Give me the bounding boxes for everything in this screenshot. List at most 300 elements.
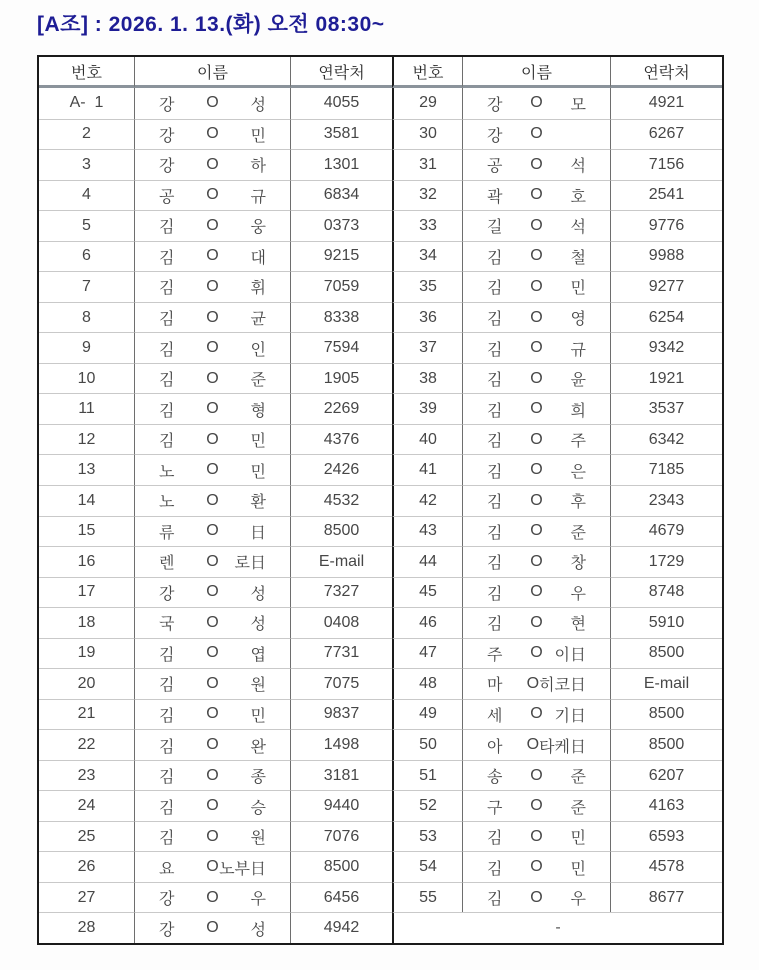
row-number-cell: 22 — [39, 729, 134, 760]
contact-cell: 8677 — [610, 882, 722, 913]
name-part: 김 — [487, 891, 503, 909]
col-header-name-right: 이름 — [462, 57, 610, 88]
name-mask: O — [206, 186, 219, 204]
contact-cell: 3537 — [610, 393, 722, 424]
name-part: 김 — [159, 249, 175, 267]
name-part: 노 — [159, 494, 175, 512]
name-cell — [134, 668, 290, 699]
name-part: 강 — [159, 585, 175, 603]
name-part: 김 — [487, 616, 503, 634]
contact-cell: E-mail — [290, 546, 392, 577]
name-cell — [134, 332, 290, 363]
name-cell — [462, 821, 610, 852]
name-part: 김 — [159, 769, 175, 787]
contact-cell: 4921 — [610, 88, 722, 119]
name-part: 김 — [487, 402, 503, 420]
row-number-cell: 23 — [39, 760, 134, 791]
row-number-cell: 53 — [392, 821, 462, 852]
row-number-cell: 18 — [39, 607, 134, 638]
name-part: 김 — [159, 372, 175, 390]
name-cell — [134, 638, 290, 669]
name-mask: O — [530, 583, 543, 601]
name-cell — [134, 271, 290, 302]
contact-cell: 1301 — [290, 149, 392, 180]
name-mask: O — [530, 552, 543, 570]
row-number-cell: 25 — [39, 821, 134, 852]
name-part: 김 — [159, 830, 175, 848]
name-part: 주 — [487, 646, 503, 664]
name-part: 김 — [487, 249, 503, 267]
name-cell — [134, 88, 290, 119]
page-title: [A조] : 2026. 1. 13.(화) 오전 08:30~ — [37, 13, 385, 36]
name-part: 석 — [570, 219, 586, 237]
name-cell — [462, 607, 610, 638]
contact-cell: E-mail — [610, 668, 722, 699]
contact-cell: 2343 — [610, 485, 722, 516]
name-part: 주 — [570, 433, 586, 451]
row-number-cell: 31 — [392, 149, 462, 180]
name-part: 타케日 — [539, 738, 586, 756]
name-part: 김 — [159, 280, 175, 298]
contact-cell: 1905 — [290, 363, 392, 394]
contact-cell: 8500 — [610, 638, 722, 669]
contact-cell: 7594 — [290, 332, 392, 363]
name-cell — [134, 699, 290, 730]
name-part: 성 — [250, 616, 266, 634]
name-part: 김 — [159, 738, 175, 756]
name-cell — [462, 119, 610, 150]
name-mask: O — [530, 430, 543, 448]
name-cell — [462, 149, 610, 180]
name-cell — [134, 546, 290, 577]
row-number-cell: 7 — [39, 271, 134, 302]
name-cell — [134, 393, 290, 424]
name-mask: O — [530, 888, 543, 906]
row-number-cell: 32 — [392, 180, 462, 211]
name-part: 현 — [570, 616, 586, 634]
name-part: 김 — [487, 585, 503, 603]
name-mask: O — [206, 644, 219, 662]
name-mask: O — [530, 613, 543, 631]
row-number-cell: 14 — [39, 485, 134, 516]
row-number-cell: 49 — [392, 699, 462, 730]
name-part: 렌 — [159, 555, 175, 573]
col-header-contact-left: 연락처 — [290, 57, 392, 88]
contact-cell: 9277 — [610, 271, 722, 302]
name-mask: O — [206, 94, 219, 112]
name-part: 성 — [250, 585, 266, 603]
name-cell — [134, 485, 290, 516]
name-mask: O — [530, 155, 543, 173]
col-header-no-right: 번호 — [392, 57, 462, 88]
row-number-cell: 54 — [392, 851, 462, 882]
contact-cell: 0408 — [290, 607, 392, 638]
name-cell — [134, 180, 290, 211]
name-part: 우 — [570, 585, 586, 603]
name-mask: O — [530, 400, 543, 418]
name-part: 김 — [487, 341, 503, 359]
row-number-cell: 47 — [392, 638, 462, 669]
name-part: 김 — [159, 402, 175, 420]
contact-cell: 5910 — [610, 607, 722, 638]
name-part: 강 — [159, 127, 175, 145]
row-number-cell: 41 — [392, 454, 462, 485]
row-number-cell: 55 — [392, 882, 462, 913]
name-part: 강 — [159, 158, 175, 176]
name-part: 노 — [159, 463, 175, 481]
name-mask: O — [206, 552, 219, 570]
name-part: 김 — [487, 463, 503, 481]
name-cell — [134, 454, 290, 485]
name-part: 준 — [250, 372, 266, 390]
name-mask: O — [530, 766, 543, 784]
footer-dash-cell: - — [392, 912, 722, 943]
row-number-cell: 28 — [39, 912, 134, 943]
name-cell — [134, 821, 290, 852]
col-header-name-left: 이름 — [134, 57, 290, 88]
contact-cell: 8500 — [290, 851, 392, 882]
contact-cell: 7327 — [290, 577, 392, 608]
row-number-cell: 33 — [392, 210, 462, 241]
name-part: 민 — [250, 433, 266, 451]
name-mask: O — [206, 613, 219, 631]
name-mask: O — [530, 797, 543, 815]
contact-cell: 6207 — [610, 760, 722, 791]
contact-cell: 7185 — [610, 454, 722, 485]
row-number-cell: 45 — [392, 577, 462, 608]
name-cell — [462, 241, 610, 272]
contact-cell: 9837 — [290, 699, 392, 730]
row-number-cell: 50 — [392, 729, 462, 760]
contact-cell: 6456 — [290, 882, 392, 913]
name-mask: O — [206, 308, 219, 326]
name-part: 김 — [159, 677, 175, 695]
contact-cell: 2269 — [290, 393, 392, 424]
name-cell — [462, 363, 610, 394]
name-mask: O — [206, 369, 219, 387]
name-mask: O — [206, 461, 219, 479]
name-mask: O — [530, 491, 543, 509]
name-mask: O — [206, 583, 219, 601]
name-cell — [134, 912, 290, 943]
contact-cell: 6342 — [610, 424, 722, 455]
name-cell — [462, 668, 610, 699]
name-mask: O — [206, 827, 219, 845]
name-mask: O — [530, 339, 543, 357]
name-mask: O — [206, 491, 219, 509]
contact-cell: 3181 — [290, 760, 392, 791]
name-mask: O — [206, 339, 219, 357]
row-number-cell: 8 — [39, 302, 134, 333]
name-mask: O — [206, 400, 219, 418]
roster-table — [37, 55, 724, 945]
row-number-cell: 35 — [392, 271, 462, 302]
contact-cell: 9988 — [610, 241, 722, 272]
name-part: 국 — [159, 616, 175, 634]
name-cell — [462, 760, 610, 791]
row-number-cell: 51 — [392, 760, 462, 791]
name-part: 윤 — [570, 372, 586, 390]
name-cell — [134, 149, 290, 180]
row-number-cell: 52 — [392, 790, 462, 821]
name-part: 김 — [487, 555, 503, 573]
name-cell — [462, 851, 610, 882]
row-number-cell: 26 — [39, 851, 134, 882]
name-part: 규 — [250, 188, 266, 206]
name-part: 성 — [250, 921, 266, 939]
name-part: 아 — [487, 738, 503, 756]
contact-cell: 9342 — [610, 332, 722, 363]
col-header-contact-right: 연락처 — [610, 57, 722, 88]
name-cell — [462, 424, 610, 455]
name-part: 준 — [570, 524, 586, 542]
name-part: 김 — [159, 219, 175, 237]
contact-cell: 9215 — [290, 241, 392, 272]
row-number-cell: 19 — [39, 638, 134, 669]
name-mask: O — [530, 247, 543, 265]
contact-cell: 9776 — [610, 210, 722, 241]
name-mask: O — [206, 919, 219, 937]
name-part: 균 — [250, 311, 266, 329]
name-cell — [462, 699, 610, 730]
name-cell — [462, 516, 610, 547]
contact-cell: 7059 — [290, 271, 392, 302]
name-part: 규 — [570, 341, 586, 359]
name-cell — [134, 241, 290, 272]
row-number-cell: 38 — [392, 363, 462, 394]
name-part: 민 — [250, 127, 266, 145]
row-number-cell: 42 — [392, 485, 462, 516]
name-part: 석 — [570, 158, 586, 176]
name-mask: O — [530, 186, 543, 204]
row-number-cell: 2 — [39, 119, 134, 150]
name-part: 승 — [250, 799, 266, 817]
name-part: 강 — [487, 96, 503, 114]
name-part: 우 — [570, 891, 586, 909]
contact-cell: 4163 — [610, 790, 722, 821]
name-cell — [134, 302, 290, 333]
name-mask: O — [530, 369, 543, 387]
contact-cell: 0373 — [290, 210, 392, 241]
name-cell — [462, 271, 610, 302]
name-part: 日 — [249, 524, 266, 542]
name-part: 영 — [570, 311, 586, 329]
name-part: 강 — [487, 127, 503, 145]
name-cell — [134, 119, 290, 150]
name-cell — [462, 332, 610, 363]
name-mask: O — [530, 308, 543, 326]
name-mask: O — [530, 858, 543, 876]
name-part: 민 — [570, 280, 586, 298]
name-part: 민 — [570, 830, 586, 848]
name-cell — [462, 393, 610, 424]
name-part: 히코日 — [539, 677, 586, 695]
contact-cell: 6254 — [610, 302, 722, 333]
name-cell — [462, 180, 610, 211]
name-mask: O — [206, 155, 219, 173]
name-mask: O — [530, 522, 543, 540]
row-number-cell: 13 — [39, 454, 134, 485]
name-part: 김 — [487, 433, 503, 451]
name-part: 완 — [250, 738, 266, 756]
name-cell — [134, 607, 290, 638]
name-part: 노부日 — [219, 860, 266, 878]
row-number-cell: 24 — [39, 790, 134, 821]
name-cell — [462, 302, 610, 333]
name-part: 김 — [487, 311, 503, 329]
name-part: 종 — [250, 769, 266, 787]
name-part: 형 — [250, 402, 266, 420]
name-mask: O — [530, 125, 543, 143]
name-cell — [134, 729, 290, 760]
name-mask: O — [206, 216, 219, 234]
row-number-cell: 34 — [392, 241, 462, 272]
name-part: 준 — [570, 769, 586, 787]
name-part: 강 — [159, 891, 175, 909]
name-mask: O — [206, 736, 219, 754]
name-cell — [462, 546, 610, 577]
name-cell — [134, 577, 290, 608]
name-mask: O — [206, 430, 219, 448]
col-header-no-left: 번호 — [39, 57, 134, 88]
name-part: 강 — [159, 921, 175, 939]
name-part: 은 — [570, 463, 586, 481]
name-part: 로日 — [234, 555, 266, 573]
name-cell — [462, 729, 610, 760]
name-part: 준 — [570, 799, 586, 817]
row-number-cell: 6 — [39, 241, 134, 272]
name-mask: O — [530, 705, 543, 723]
name-part: 류 — [159, 524, 175, 542]
name-part: 창 — [570, 555, 586, 573]
name-cell — [134, 760, 290, 791]
row-number-cell: 20 — [39, 668, 134, 699]
name-cell — [462, 454, 610, 485]
name-mask: O — [530, 827, 543, 845]
row-number-cell: 30 — [392, 119, 462, 150]
row-number-cell: A- 1 — [69, 94, 104, 112]
name-mask: O — [530, 94, 543, 112]
contact-cell: 3581 — [290, 119, 392, 150]
name-part: 민 — [250, 707, 266, 725]
contact-cell: 4679 — [610, 516, 722, 547]
name-part: 강 — [159, 96, 175, 114]
row-number-cell: 37 — [392, 332, 462, 363]
name-part: 성 — [250, 96, 266, 114]
name-mask: O — [206, 888, 219, 906]
name-part: 김 — [159, 799, 175, 817]
name-part: 휘 — [250, 280, 266, 298]
row-number-cell: 43 — [392, 516, 462, 547]
contact-cell: 4578 — [610, 851, 722, 882]
name-mask: O — [530, 461, 543, 479]
name-part: 김 — [487, 372, 503, 390]
contact-cell: 8748 — [610, 577, 722, 608]
name-part: 송 — [487, 769, 503, 787]
row-number-cell: 39 — [392, 393, 462, 424]
contact-cell: 8500 — [610, 729, 722, 760]
row-number-cell: 27 — [39, 882, 134, 913]
name-part: 공 — [487, 158, 503, 176]
name-cell — [462, 790, 610, 821]
contact-cell: 6593 — [610, 821, 722, 852]
name-part: 김 — [487, 524, 503, 542]
name-mask: O — [206, 858, 219, 876]
name-cell — [134, 424, 290, 455]
contact-cell: 7731 — [290, 638, 392, 669]
name-cell — [134, 882, 290, 913]
row-number-cell: 44 — [392, 546, 462, 577]
name-part: 하 — [250, 158, 266, 176]
contact-cell: 6267 — [610, 119, 722, 150]
name-cell — [134, 851, 290, 882]
name-part: 웅 — [250, 219, 266, 237]
contact-cell: 7156 — [610, 149, 722, 180]
name-mask: O — [206, 705, 219, 723]
name-part: 김 — [159, 433, 175, 451]
name-cell — [462, 638, 610, 669]
row-number-cell: 4 — [39, 180, 134, 211]
row-number-cell: 29 — [392, 88, 462, 119]
name-cell — [134, 516, 290, 547]
row-number-cell: 48 — [392, 668, 462, 699]
contact-cell: 4532 — [290, 485, 392, 516]
row-number-cell: 17 — [39, 577, 134, 608]
name-part: 호 — [570, 188, 586, 206]
contact-cell: 1729 — [610, 546, 722, 577]
name-mask: O — [206, 797, 219, 815]
contact-cell: 6834 — [290, 180, 392, 211]
name-part: 우 — [250, 891, 266, 909]
name-cell — [134, 363, 290, 394]
name-part: 인 — [250, 341, 266, 359]
name-part: 김 — [159, 341, 175, 359]
name-part: 김 — [159, 311, 175, 329]
name-cell — [462, 485, 610, 516]
name-part: 엽 — [250, 646, 266, 664]
contact-cell: 7076 — [290, 821, 392, 852]
name-part: 원 — [250, 677, 266, 695]
name-mask: O — [526, 674, 540, 692]
name-part: 김 — [159, 646, 175, 664]
name-mask: O — [526, 736, 540, 754]
name-part: 김 — [159, 707, 175, 725]
contact-cell: 2426 — [290, 454, 392, 485]
name-mask: O — [206, 522, 219, 540]
contact-cell: 8500 — [610, 699, 722, 730]
contact-cell: 1921 — [610, 363, 722, 394]
name-mask: O — [206, 247, 219, 265]
row-number-cell: 36 — [392, 302, 462, 333]
name-part: 철 — [570, 249, 586, 267]
contact-cell: 2541 — [610, 180, 722, 211]
row-number-cell: 21 — [39, 699, 134, 730]
row-number-cell: 40 — [392, 424, 462, 455]
row-number-cell: 5 — [39, 210, 134, 241]
contact-cell: 7075 — [290, 668, 392, 699]
contact-cell: 9440 — [290, 790, 392, 821]
row-number-cell: 10 — [39, 363, 134, 394]
name-mask: O — [530, 277, 543, 295]
name-part: 원 — [250, 830, 266, 848]
contact-cell: 8500 — [290, 516, 392, 547]
name-part: 김 — [487, 280, 503, 298]
name-cell — [134, 210, 290, 241]
name-part: 구 — [487, 799, 503, 817]
name-part: 기日 — [554, 707, 586, 725]
name-part: 요 — [159, 860, 175, 878]
name-part: 김 — [487, 494, 503, 512]
